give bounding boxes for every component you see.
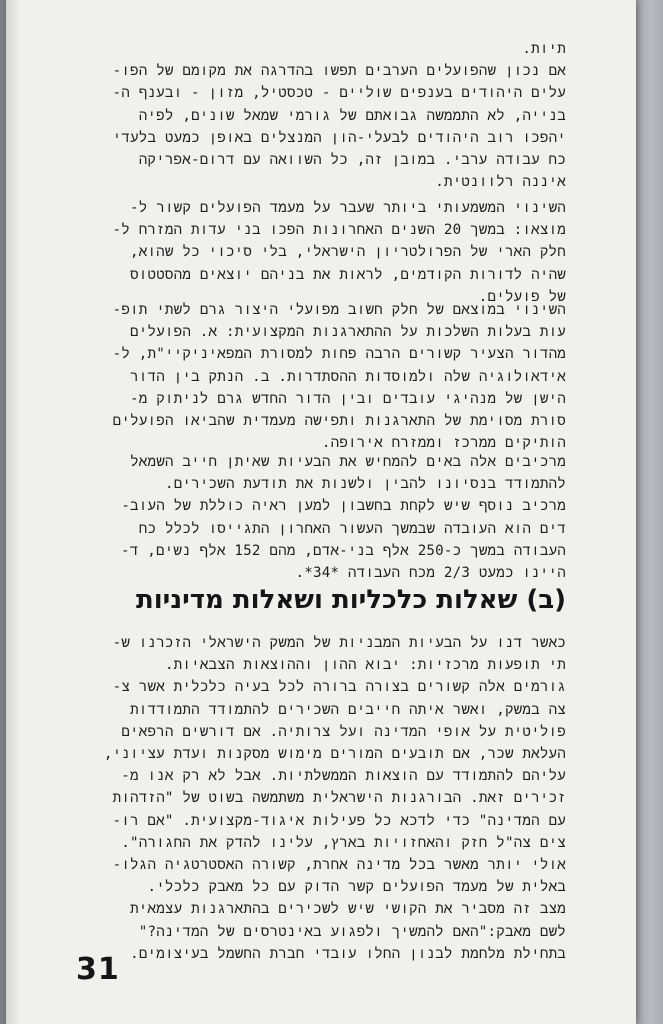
text-line: יהפכו רוב היהודים לבעלי-הון המנצלים באופן כמעט בלעדי: [112, 129, 566, 146]
text-line: עליהם להתמודד עם הוצאות הממשלתיות. אבל לא רק אנו מ-: [121, 768, 566, 785]
text-line: היינו כמעט 2/3 מכח העבודה *34*.: [295, 565, 566, 582]
text-line: תיות.: [522, 41, 566, 57]
text-line: אם נכון שהפועלים הערבים תפשו בהדרגה את מקומם של הפו-: [112, 63, 566, 80]
text-line: איננה רלוונטית.: [435, 174, 566, 191]
text-line: להתמודד בנסיונו להבין ולשנות את תודעת השכירים.: [164, 476, 566, 493]
text-line: כאשר דנו על הבעיות המבניות של המשק הישראלי הזכרנו ש-: [112, 635, 566, 651]
text-line: הישן של מנהיגי עובדים ובין הדור החדש גרם לניתוק מ-: [130, 390, 566, 407]
text-line: תי תופעות מרכזיות: יבוא ההון וההוצאות הצבאיות.: [164, 657, 566, 674]
paragraph-significant-change: [66, 197, 566, 308]
text-line: צה במשק, ואשר איתה חייבים השכירים להתמודד התמודדות: [130, 701, 566, 718]
paragraph-economic-political: [66, 632, 566, 965]
text-line: זכירים זאת. הבורגנות הישראלית משתמשה בשוט של "הזדהות: [112, 790, 566, 807]
text-line: מרכיבים אלה באים להמחיש את הבעיות שאיתן חייב השמאל: [130, 454, 566, 470]
text-line: כח עבודה ערבי. במובן זה, כל השוואה עם דרום-אפריקה: [138, 152, 566, 169]
text-line: מרכיב נוסף שיש לקחת בחשבון למען ראיה כוללת של העוב-: [121, 498, 566, 515]
text-line: בנייה, לא התממשה גבואתם של גורמי שמאל שונים, לפיה: [138, 107, 566, 124]
text-line: של פועלים.: [478, 288, 566, 305]
text-line: עם המדינה" כדי לדכא כל פעילות איגוד-מקצועית. "אם רו-: [112, 812, 566, 829]
text-line: סורת מסוימת של התארגנות ותפישה מעמדית שהביאו הפועלים: [112, 413, 566, 430]
paragraph-components: [66, 451, 566, 584]
paragraph-origin-change: [66, 299, 566, 454]
text-line: מהדור הצעיר קשורים הרבה פחות למסורת המפאיניקיי"ת, ל-: [112, 346, 566, 363]
text-line: הותיקים ממרכז וממזרח אירופה.: [321, 435, 566, 452]
text-line: חלק הארי של הפרולטריון הישראלי, בלי סיכוי כל שהוא,: [130, 244, 566, 261]
text-line: פוליטית על אופי המדינה ועל צרותיה. אם דורשים הרפאים: [121, 723, 566, 740]
text-line: מוצאו: במשך 20 השנים האחרונות הפכו בני עדות המזרח ל-: [112, 222, 566, 239]
text-line: מצב זה מסביר את הקושי שיש לשכירים בהתארגנות עצמאית: [130, 901, 566, 918]
text-line: העבודה במשך כ-250 אלף בני-אדם, מהם 152 אלף נשים, ד-: [121, 542, 566, 559]
paragraph-arab-workers: [66, 38, 566, 193]
section-heading: (ב) שאלות כלכליות ושאלות מדיניות: [135, 585, 566, 615]
background-edge: [633, 0, 663, 1024]
text-line: אידאולוגיה שלה ולמוסדות ההסתדרות. ב. הנתק בין הדור: [130, 368, 566, 385]
text-line: לשם מאבק:"האם להמשיך ולפגוע באינטרסים של המדינה?": [138, 923, 566, 940]
text-line: בתחילת מלחמת לבנון החלו עובדי חברת החשמל בעיצומים.: [130, 945, 566, 962]
text-line: השינוי במוצאם של חלק חשוב מפועלי היצור גרם לשתי תופ-: [112, 302, 566, 318]
page-number: 31: [76, 952, 120, 987]
text-line: צים צה"ל חזק והאחזויות בארץ, עלינו להדק את החגורה".: [121, 834, 566, 851]
text-line: השינוי המשמעותי ביותר שעבר על מעמד הפועלים קשור ל-: [130, 200, 566, 216]
text-line: עלים היהודים בענפים שוליים - טכסטיל, מזון - ובענף ה-: [112, 85, 566, 102]
text-line: באלית של מעמד הפועלים קשר הדוק עם כל מאבק כלכלי.: [147, 879, 566, 896]
text-line: אולי יותר מאשר בכל מדינה אחרת, קשורה האסטרטגיה הגלו-: [112, 857, 566, 874]
text-line: העלאת שכר, אם תובעים המורים מימוש מסקנות ועדת עציוני,: [103, 746, 566, 763]
book-page: [6, 0, 636, 1024]
text-line: עות בעלות השלכות על ההתארגנות המקצועית: א. הפועלים: [130, 324, 566, 341]
text-line: גורמים אלה קשורים בצורה ברורה לכל בעיה כלכלית אשר צ-: [112, 679, 566, 696]
text-line: דים הוא העובדה שבמשך העשור האחרון התגייסו לכלל כח: [138, 520, 566, 537]
text-line: שהיה לדורות הקודמים, לראות את בניהם יוצאים מהסטטוס: [130, 266, 566, 283]
